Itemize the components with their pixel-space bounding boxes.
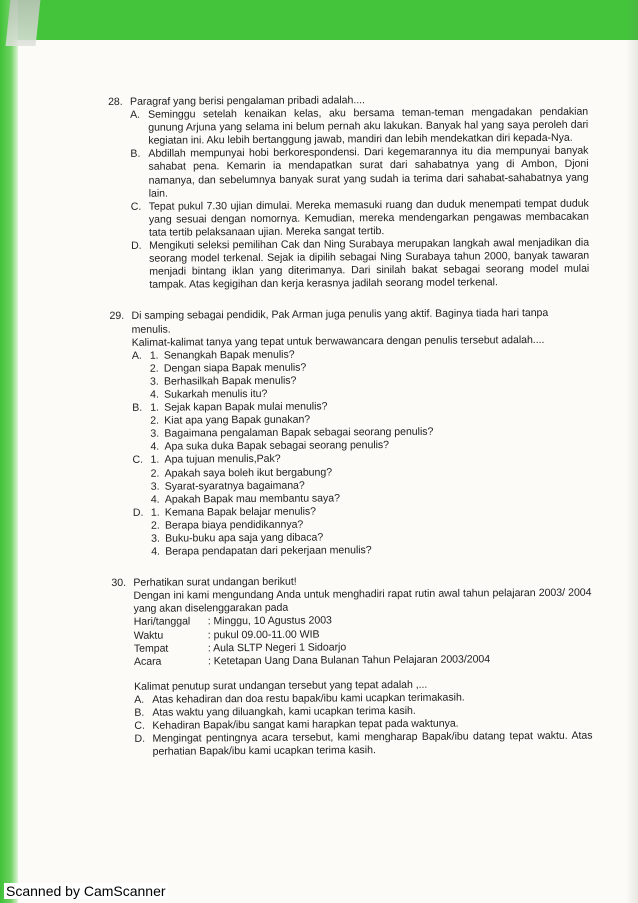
list-item: 4. Sukarkah menulis itu? [150,387,268,401]
list-item: 1. Sejak kapan Bapak mulai menulis? [150,400,328,414]
option-c: C. 1. Apa tujuan menulis,Pak? 2. Apakah saya boleh ikut bergabung? 3. Syarat-syaratnya bagaimana? 4. Apakah Bapak mau membantu saya? [133,451,591,507]
question-30 [111,574,592,760]
detail-row: Tempat : Aula SLTP Negeri 1 Sidoarjo [134,639,592,655]
option-a: A. Atas kehadiran dan doa restu bapak/ibu kami ucapkan terimakasih. [134,691,465,706]
question-29 [109,307,591,559]
scan-background-left [0,0,18,903]
option-d: D. Mengikuti seleksi pemilihan Cak dan Ning Surabaya merupakan langkah awal menjadikan dia seorang model terkenal. Sejak ia dipilih sebagai Ning Surabaya tahun 2000, banyak tawaran menjadi bintang iklan yang diterimanya. Dari sinilah bakat sebagai seorang model mulai tampak. Atas kegigihan dan kerja kerasnya jadilah seorang model terkenal. [131,236,590,292]
question-prompt: Kalimat penutup surat undangan tersebut yang tepat adalah ,... [134,678,428,693]
option-a: A. Seminggu setelah kenaikan kelas, aku bersama teman-teman mengadakan pendakian gunung Arjuna yang selama ini belum pernah aku lakukan. Banyak hal yang saya peroleh dari kegiatan ini. Aku lebih bertanggung jawab, mandiri dan lebih mendekatkan diri kepada-Nya. [130,105,589,148]
list-item: 3. Bagaimana pengalaman Bapak sebagai seorang penulis? [150,425,434,440]
question-stem: Di samping sebagai pendidik, Pak Arman juga penulis yang aktif. Baginya tiada hari tanpa menulis. [131,307,549,336]
list-item: 1. Apa tujuan menulis,Pak? [150,453,281,467]
question-number: 30. [111,577,127,590]
option-b: B. Atas waktu yang diluangkah, kami ucapkan terima kasih. [134,704,416,719]
option-d: D. 1. Kemana Bapak belajar menulis? 2. Berapa biaya pendidikannya? 3. Buku-buku apa saja yang dibaca? 4. Berapa pendapatan dari pekerjaan menulis? [133,503,591,559]
scan-background-top [0,0,638,40]
question-number: 28. [108,95,123,108]
list-item: 4. Berapa pendapatan dari pekerjaan menulis? [151,544,372,558]
exam-page [108,93,593,778]
detail-row: Hari/tanggal : Minggu, 10 Agustus 2003 [134,613,592,629]
list-item: 2. Dengan siapa Bapak menulis? [149,361,307,375]
question-28 [108,93,589,293]
list-item: 2. Kiat apa yang Bapak gunakan? [150,413,311,427]
option-b: B. 1. Sejak kapan Bapak mulai menulis? 2. Kiat apa yang Bapak gunakan? 3. Bagaimana pengalaman Bapak sebagai seorang penulis? 4. Apa suka duka Bapak sebagai seorang penulis? [132,399,590,455]
question-prompt: Kalimat-kalimat tanya yang tepat untuk berwawancara dengan penulis tersebut adalah.... [131,333,545,349]
detail-row: Waktu : pukul 09.00-11.00 WIB [134,626,592,642]
option-b: B. Abdillah mempunyai hobi berkorespondensi. Dari kegemarannya itu dia mempunyai banyak sahabat pena. Kemarin ia mendapatkan surat dari sahabatnya yang di Ambon, Djoni namanya, dan sebelumnya banyak surat yang sudah ia terima dari sahabat-sahabatnya yang lain. [130,145,589,200]
list-item: 1. Senangkah Bapak menulis? [149,348,295,362]
scanner-watermark: Scanned by CamScanner [6,883,166,899]
list-item: 1. Kemana Bapak belajar menulis? [150,505,317,519]
list-item: 4. Apa suka duka Bapak sebagai seorang penulis? [150,439,390,454]
list-item: 3. Syarat-syaratnya bagaimana? [150,479,305,493]
question-stem: Paragraf yang berisi pengalaman pribadi adalah.... [129,94,365,108]
page-edge-shadow [626,0,638,903]
list-item: 3. Buku-buku apa saja yang dibaca? [151,531,324,545]
invitation-body: Dengan ini kami mengundang Anda untuk menghadiri rapat rutin awal tahun pelajaran 2003/ 2004 yang akan diselenggarakan pada [133,586,592,616]
list-item: 2. Apakah saya boleh ikut bergabung? [150,465,333,480]
page-corner-shadow [6,0,41,46]
option-c: C. Tepat pukul 7.30 ujian dimulai. Mereka memasuki ruang dan duduk menempati tempat duduk yang sesuai dengan nomornya. Kemudian, mereka mendengarkan pengawas membacakan tata tertib pelaksanaan ujian. Mereka sangat tertib. [130,197,589,239]
option-c: C. Kehadiran Bapak/ibu sangat kami harapkan tepat pada waktunya. [134,717,459,732]
list-item: 2. Berapa biaya pendidikannya? [150,518,304,532]
option-a: A. 1. Senangkah Bapak menulis? 2. Dengan siapa Bapak menulis? 3. Berhasilkah Bapak menulis? 4. Sukarkah menulis itu? [132,346,590,402]
detail-row: Acara : Ketetapan Uang Dana Bulanan Tahun Pelajaran 2003/2004 [134,652,592,668]
list-item: 3. Berhasilkah Bapak menulis? [149,374,297,388]
option-d: D. Mengingat pentingnya acara tersebut, kami mengharap Bapak/ibu datang tepat waktu. Atas perhatian Bapak/ibu kami ucapkan terima kasih. [134,729,593,759]
invitation-details [134,613,592,669]
question-number: 29. [109,310,125,323]
question-stem: Perhatikan surat undangan berikut! [133,575,297,590]
list-item: 4. Apakah Bapak mau membantu saya? [150,492,340,506]
